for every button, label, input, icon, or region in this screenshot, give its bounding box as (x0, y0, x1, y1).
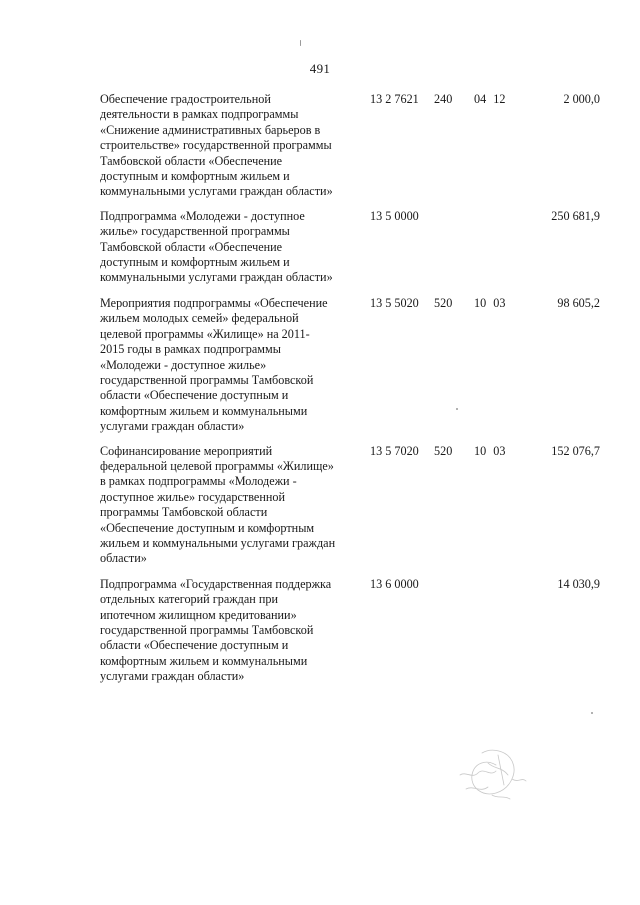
seal-stroke (460, 771, 496, 775)
row-description: Подпрограмма «Государственная поддержка отдельных категорий граждан при ипотечном жилищном кредитовании» государственной программы Тамбовской области «Обеспечение доступным и комфортным жильем и коммунальными услугами граждан области» (100, 576, 332, 684)
row-target-code: 13 5 5020 (370, 295, 419, 310)
row-description: Софинансирование мероприятий федеральной целевой программы «Жилище» в рамках подпрограммы «Молодежи - доступное жилье» государственной программы Тамбовской области «Обеспечение доступным и комфортным жильем и коммунальными услугами граждан области» (100, 443, 336, 566)
row-amount: 14 030,9 (557, 576, 600, 591)
scan-speck (591, 712, 593, 714)
row-amount: 98 605,2 (557, 295, 600, 310)
faint-seal-scribble-icon (452, 745, 532, 805)
row-amount: 2 000,0 (563, 92, 600, 106)
row-description: Мероприятия подпрограммы «Обеспечение жильем молодых семей» федеральной целевой программы «Жилище» на 2011- 2015 годы в рамках подпрограммы «Молодежи - доступное жилье» государственной программы Тамбовской области «Обеспечение доступным и комфортным жильем и коммунальными услугами граждан области» (100, 295, 328, 434)
row-amount: 250 681,9 (551, 208, 600, 223)
row-amount: 152 076,7 (551, 443, 600, 458)
row-target-code: 13 5 7020 (370, 443, 419, 458)
budget-table (100, 92, 600, 693)
row-section-code: 10 03 (474, 295, 506, 310)
table-row (100, 577, 600, 685)
table-row (100, 92, 600, 200)
row-expense-type: 240 (434, 92, 453, 106)
row-description: Подпрограмма «Молодежи - доступное жилье» государственной программы Тамбовской области «Обеспечение доступным и комфортным жильем и коммунальными услугами граждан области» (100, 208, 333, 285)
scan-speck (300, 40, 301, 46)
scan-speck (456, 408, 458, 410)
table-row (100, 296, 600, 435)
row-target-code: 13 2 7621 (370, 92, 419, 106)
row-expense-type: 520 (434, 443, 453, 458)
seal-stroke (488, 755, 508, 785)
row-section-code: 04 12 (474, 92, 506, 106)
row-section-code: 10 03 (474, 443, 506, 458)
seal-stroke (466, 779, 526, 789)
row-target-code: 13 5 0000 (370, 208, 419, 223)
row-target-code: 13 6 0000 (370, 576, 419, 591)
table-row (100, 444, 600, 567)
seal-stroke (492, 795, 510, 799)
table-row (100, 209, 600, 286)
row-description: Обеспечение градостроительной деятельности в рамках подпрограммы «Снижение административных барьеров в строительстве» государственной программы Тамбовской области «Обеспечение доступным и комфортным жильем и коммунальными услугами граждан области» (100, 92, 333, 199)
seal-stroke (472, 750, 514, 794)
row-expense-type: 520 (434, 295, 453, 310)
page-number: 491 (309, 61, 331, 76)
